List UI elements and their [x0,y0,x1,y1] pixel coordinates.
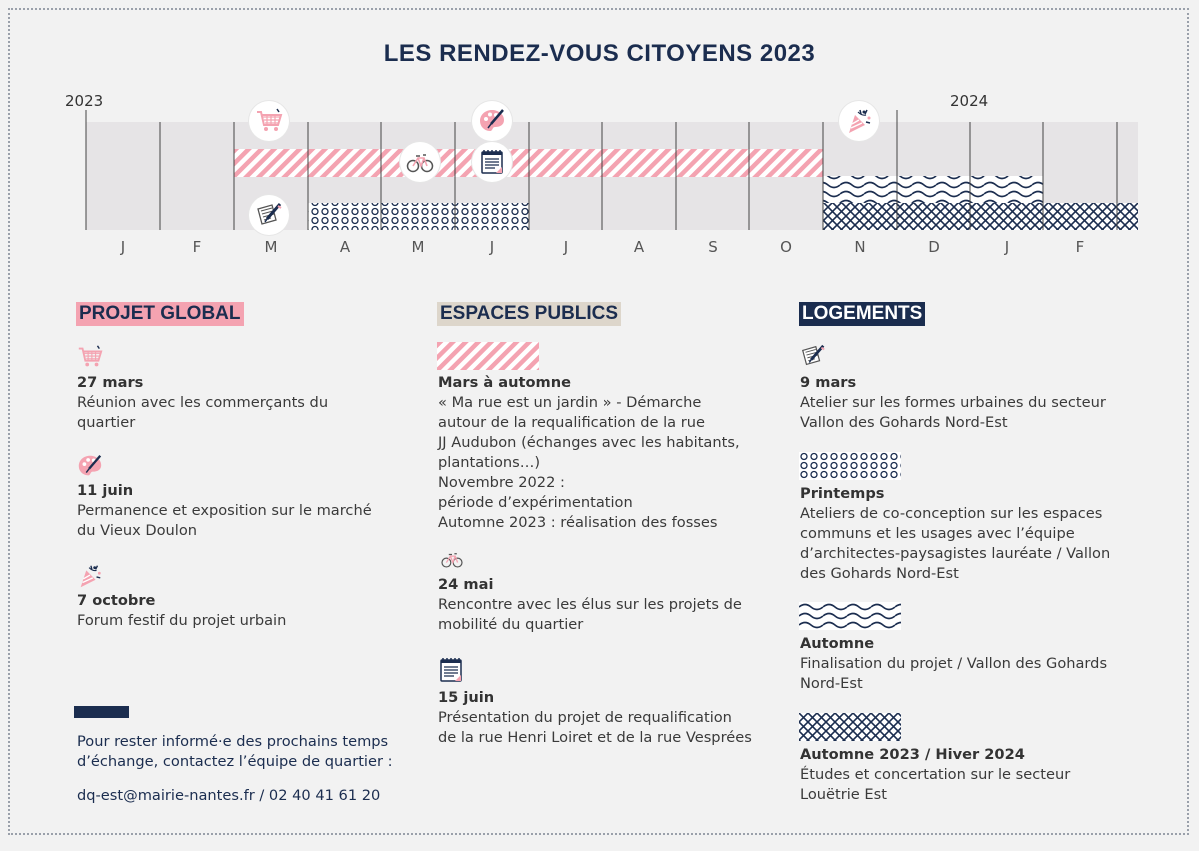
item-description: Permanence et exposition sur le marché du Vieux Doulon [77,502,372,539]
timeline-marker-paint-palette-icon [472,101,512,141]
year-label-next: 2024 [950,92,989,110]
month-label-mar: M [264,238,278,256]
item-description: Études et concertation sur le secteur Louëtrie Est [800,766,1071,803]
month-label-jan-2024: J [1004,238,1010,256]
heading-logements: LOGEMENTS [799,302,925,326]
circles-pattern [799,452,901,480]
month-label-sep: S [708,238,718,256]
list-item [800,745,1070,805]
item-description: Finalisation du projet / Vallon des Gohards Nord-Est [800,655,1108,692]
year-label-start: 2023 [65,92,104,110]
list-item [800,484,1110,584]
month-label-feb: F [192,238,202,256]
list-item [800,373,1106,433]
month-label-feb-2024: F [1075,238,1085,256]
heading-projet-global: PROJET GLOBAL [76,302,244,326]
item-description: « Ma rue est un jardin » - Démarche autour de la requalification de la rue JJ Audubon (échanges avec les habitants, plantations…) Novembre 2022 : période d’expérimentation Automne 2023 : réalisation des fosses [438,394,740,531]
item-date: Automne 2023 / Hiver 2024 [800,746,1025,763]
paint-palette-icon [76,452,104,480]
item-date: 7 octobre [77,592,156,609]
bar-ateliers-printemps [308,203,529,230]
pink-stripes-pattern [437,342,539,370]
item-description: Ateliers de co-conception sur les espaces communs et les usages avec l’équipe d’architectes-paysagistes lauréate / Vallon des Gohards Nord-Est [800,505,1111,582]
contact-text: Pour rester informé·e des prochains temps d’échange, contactez l’équipe de quartier : [77,733,393,770]
list-item [438,688,752,748]
month-label-jul: J [563,238,569,256]
item-date: 24 mai [438,576,494,593]
timeline-marker-shopping-cart-icon [249,101,289,141]
contact-details: dq-est@mairie-nantes.fr / 02 40 41 61 20 [77,787,381,804]
item-date: 11 juin [77,482,134,499]
month-label-oct: O [780,238,792,256]
heading-espaces-publics: ESPACES PUBLICS [437,302,621,326]
month-label-may: M [411,238,425,256]
item-date: 15 juin [438,689,495,706]
month-label-nov: N [854,238,866,256]
crosshatch-pattern [799,713,901,741]
item-description: Atelier sur les formes urbaines du secteur Vallon des Gohards Nord-Est [800,394,1106,431]
bicycle-icon [437,550,467,574]
month-label-dec: D [928,238,940,256]
timeline-marker-pen-paper-icon [249,195,289,235]
bar-etudes-louetrie [823,203,1138,230]
list-item [438,575,742,635]
item-description: Rencontre avec les élus sur les projets de mobilité du quartier [438,596,742,633]
notepad-icon [436,655,466,685]
month-label-jun: J [489,238,495,256]
list-item [438,373,740,533]
list-item [77,481,372,541]
item-date: Printemps [800,485,885,502]
list-item [77,373,328,433]
contact-divider-bar [74,706,129,718]
item-date: 9 mars [800,374,857,391]
month-label-aug: A [633,238,645,256]
item-description: Réunion avec les commerçants du quartier [77,394,329,431]
waves-pattern [799,602,901,630]
pen-paper-icon [799,342,827,370]
item-date: 27 mars [77,374,144,391]
page-title: LES RENDEZ-VOUS CITOYENS 2023 [383,40,816,67]
party-popper-icon [76,562,104,590]
month-label-apr: A [339,238,351,256]
timeline-marker-bicycle-icon [400,142,440,182]
bar-finalisation-automne [823,176,1043,203]
timeline-grid [0,0,1199,260]
list-item [800,634,1107,694]
item-date: Automne [800,635,875,652]
item-description: Présentation du projet de requalification de la rue Henri Loiret et de la rue Vesprées [438,709,752,746]
shopping-cart-icon [76,343,104,371]
month-label-jan: J [120,238,126,256]
timeline-marker-notepad-icon [472,142,512,182]
timeline-marker-party-popper-icon [839,101,879,141]
list-item [77,591,286,631]
item-date: Mars à automne [438,374,571,391]
item-description: Forum festif du projet urbain [77,612,287,629]
